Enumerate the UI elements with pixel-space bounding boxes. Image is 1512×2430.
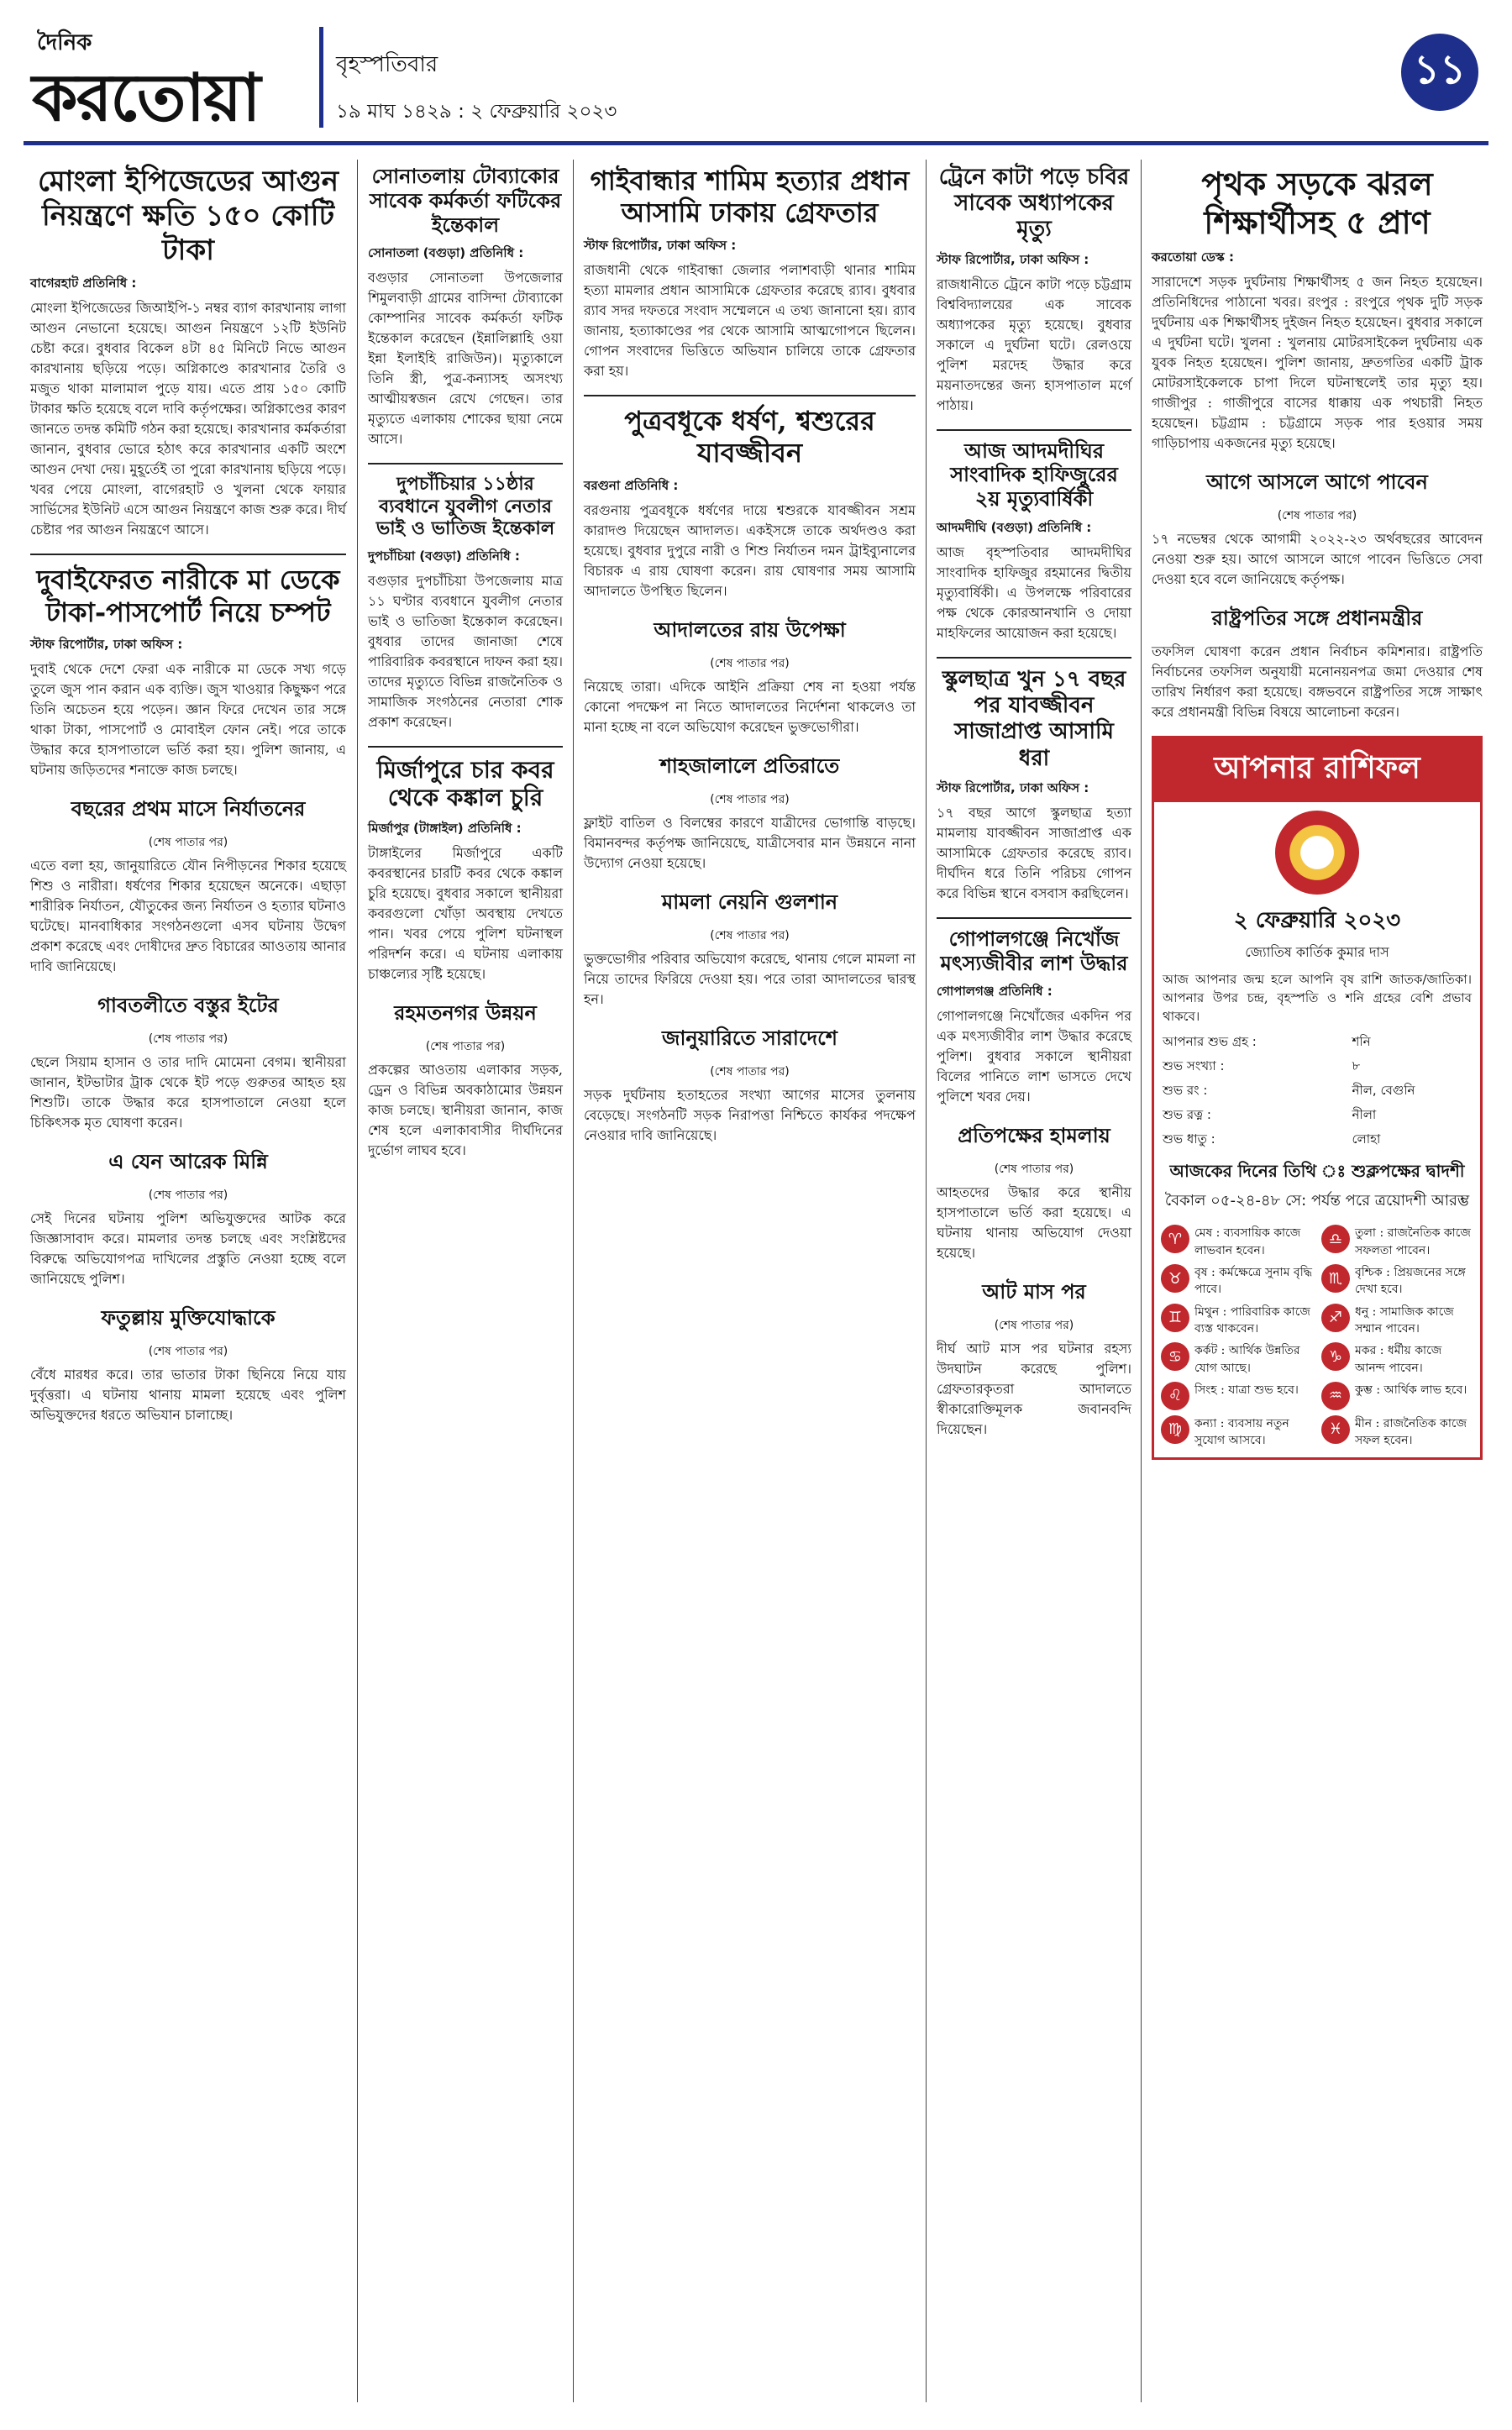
table-row [1154,1104,1480,1128]
zodiac-text: তুলা : রাজনৈতিক কাজে সফলতা পাবেন। [1355,1226,1471,1257]
headline: প্রতিপক্ষের হামলায় [958,1124,1110,1148]
zodiac-text: ধনু : সামাজিক কাজে সম্মান পাবেন। [1355,1304,1454,1336]
rule [937,917,1131,919]
zodiac-sign-icon: ♊ [1161,1304,1189,1332]
headline: বছরের প্রথম মাসে নির্যাতনের [71,797,306,821]
horoscope-date: ২ ফেব্রুয়ারি ২০২৩ [1233,908,1401,934]
article-body: রাজধানী থেকে গাইবান্ধা জেলার পলাশবাড়ী থানার শামিম হত্যা মামলার প্রধান আসামিকে গ্রেফতার করেছে র‌্যাব। বুধবার র‌্যাব সদর দফতরে সংবাদ সম্মেলনে এ তথ্য জানানো হয়। র‌্যাব জানায়, হত্যাকাণ্ডের পর থেকে আসামি আত্মগোপনে ছিলেন। গোপন সংবাদের ভিত্তিতে অভিযান চালিয়ে তাকে গ্রেফতার করা হয়। [584,261,916,379]
article-body: বগুড়ার সোনাতলা উপজেলার শিমুলবাড়ী গ্রামের বাসিন্দা টোব্যাকো কোম্পানির সাবেক কর্মকর্তা ফটিক ইন্তেকাল করেছেন (ইন্নালিল্লাহি ওয়া ইন্না ইলাইহি রাজিউন)। মৃত্যুকালে তিনি স্ত্রী, পুত্র-কন্যাসহ অসংখ্য আত্মীয়স্বজন রেখে গেছেন। তার মৃত্যুতে এলাকায় শোকের ছায়া নেমে আসে। [368,270,563,448]
headline: গোপালগঞ্জে নিখোঁজ মৎস্যজীবীর লাশ উদ্ধার [940,926,1128,975]
article-jump-rahmatnagar [368,998,563,1161]
issue-date: ১৯ মাঘ ১৪২৯ : ২ ফেব্রুয়ারি ২০২৩ [336,101,617,123]
table-row [1154,1031,1480,1055]
continued-note: (শেষ পাতার পর) [148,1345,228,1359]
zodiac-text: মকর : ধর্মীয় কাজে আনন্দ পাবেন। [1355,1344,1442,1375]
zodiac-text: বৃষ : কর্মক্ষেত্রে সুনাম বৃদ্ধি পাবে। [1194,1266,1312,1297]
masthead [24,18,1488,136]
continued-note: (শেষ পাতার পর) [710,1064,790,1079]
article-body: টাঙ্গাইলের মির্জাপুরে একটি কবরস্থানের চারটি কবর থেকে কঙ্কাল চুরি হয়েছে। বুধবার সকালে স্থানীয়রা কবরগুলো খোঁড়া অবস্থায় দেখতে পান। খবর পেয়ে পুলিশ ঘটনাস্থল পরিদর্শন করে। এ ঘটনায় এলাকায় চাঞ্চল্যের সৃষ্টি হয়েছে। [368,844,563,982]
headline: স্কুলছাত্র খুন ১৭ বছর পর যাবজ্জীবন সাজাপ্রাপ্ত আসামি ধরা [942,666,1126,771]
masthead-rule [24,141,1488,145]
article-dupchanchia-obituary [368,473,563,732]
zodiac-text: মীন : রাজনৈতিক কাজে সফল হবেন। [1355,1416,1467,1448]
table-cell-value: ৮ [1352,1058,1361,1074]
article-schoolboy-murder [937,667,1131,904]
byline: দুপচাঁচিয়া (বগুড়া) প্রতিনিধি : [368,548,520,564]
zodiac-sign-icon: ♈ [1161,1225,1189,1253]
byline: বাগেরহাট প্রতিনিধি : [30,276,137,291]
article-mirzapur-graves [368,756,563,984]
article-body: বগুড়ার দুপচাঁচিয়া উপজেলায় মাত্র ১১ ঘণ্টার ব্যবধানে যুবলীগ নেতার ভাই ও ভাতিজা ইন্তেকাল করেছেন। বুধবার তাদের জানাজা শেষে পারিবারিক কবরস্থানে দাফন করা হয়। তাদের মৃত্যুতে বিভিন্ন রাজনৈতিক ও সামাজিক সংগঠনের নেতারা শোক প্রকাশ করেছেন। [368,572,563,730]
continued-note: (শেষ পাতার পর) [1277,509,1357,523]
rule [937,657,1131,659]
table-cell-value: লোহা [1352,1131,1381,1147]
zodiac-text: কন্যা : ব্যবসায় নতুন সুযোগ আসবে। [1194,1416,1289,1448]
table-row [1154,1128,1480,1152]
logo-small-text: দৈনিক [37,30,92,55]
byline: মির্জাপুর (টাঙ্গাইল) প্রতিনিধি : [368,820,522,836]
table-cell-key: শুভ রত্ন : [1163,1107,1211,1123]
headline: আট মাস পর [982,1280,1086,1304]
zodiac-sign-icon: ♑ [1321,1342,1350,1371]
zodiac-text: বৃশ্চিক : প্রিয়জনের সঙ্গে দেখা হবে। [1355,1266,1466,1297]
table-cell-value: নীল, বেগুনি [1352,1083,1415,1099]
headline: জানুয়ারিতে সারাদেশে [661,1026,837,1050]
zodiac-sign-icon: ♐ [1321,1304,1350,1332]
article-body: সড়ক দুর্ঘটনায় হতাহতের সংখ্যা আগের মাসের তুলনায় বেড়েছে। সংগঠনটি সড়ক নিরাপত্তা নিশ্চিতে কার্যকর পদক্ষেপ নেওয়ার দাবি জানিয়েছে। [584,1086,916,1143]
zodiac-wheel-icon [1275,811,1359,895]
article-body: বরগুনায় পুত্রবধূকে ধর্ষণের দায়ে শ্বশুরকে যাবজ্জীবন সশ্রম কারাদণ্ড দিয়েছেন আদালত। একইসঙ্গে তাকে অর্থদণ্ডও করা হয়েছে। বুধবার দুপুরে নারী ও শিশু নির্যাতন দমন ট্রাইব্যুনালের বিচারক এ রায় ঘোষণা করেন। রায় ঘোষণার সময় আসামি আদালতে উপস্থিত ছিলেন। [584,501,916,599]
zodiac-text: মেষ : ব্যবসায়িক কাজে লাভবান হবেন। [1194,1226,1301,1257]
article-adamdighi-anniversary [937,439,1131,643]
article-barguna-verdict [584,405,916,601]
zodiac-item [1321,1225,1473,1259]
continued-note: (শেষ পাতার পর) [710,656,790,670]
article-body: ফ্লাইট বাতিল ও বিলম্বের কারণে যাত্রীদের ভোগান্তি বাড়ছে। বিমানবন্দর কর্তৃপক্ষ জানিয়েছে, যাত্রীসেবার মান উন্নয়নে নানা উদ্যোগ নেওয়া হয়েছে। [584,814,916,871]
byline: গোপালগঞ্জ প্রতিনিধি : [937,984,1053,1000]
article-sonatola-obituary [368,165,563,449]
zodiac-item [1321,1304,1473,1338]
continued-note: (শেষ পাতার পর) [994,1163,1074,1177]
zodiac-item [1321,1342,1473,1377]
headline: সোনাতলায় টোব্যাকোর সাবেক কর্মকর্তা ফটিকের ইন্তেকাল [369,164,562,237]
headline: শাহজালালে প্রতিরাতে [659,753,840,778]
horoscope-box [1152,736,1483,1460]
article-body: মোংলা ইপিজেডের জিআইপি-১ নম্বর ব্যাগ কারখানায় লাগা আগুন নেভানো হয়েছে। আগুন নিয়ন্ত্রণে ১২টি ইউনিট চেষ্টা করে। বুধবার বিকেল ৪টা ৪৫ মিনিটে নিভে আগুন কারখানায় ছড়িয়ে পড়ে। অগ্নিকাণ্ডে কারখানার তৈরি ও মজুত থাকা মালামাল পুড়ে যায়। এতে প্রায় ১৫০ কোটি টাকার ক্ষতি হয়েছে বলে দাবি কর্তৃপক্ষের। অগ্নিকাণ্ডের কারণ জানতে তদন্ত কমিটি গঠন করা হয়েছে। কারখানার কর্মকর্তারা জানান, বুধবার ভোরে হঠাৎ করে কারখানার একটি অংশে আগুন দেখা দেয়। মুহূর্তেই তা পুরো কারখানায় ছড়িয়ে পড়ে। খবর পেয়ে মোংলা, বাগেরহাট ও খুলনা থেকে ফায়ার সার্ভিসের ইউনিট এসে আগুন নিয়ন্ত্রণে কাজ শুরু করে। দীর্ঘ চেষ্টার পর আগুন নিয়ন্ত্রণে আসে। [30,300,346,538]
column-3 [584,160,916,1159]
headline: পৃথক সড়কে ঝরল শিক্ষার্থীসহ ৫ প্রাণ [1201,165,1433,241]
issue-day: বৃহস্পতিবার [336,52,438,77]
column-divider [357,160,358,2402]
headline: গাবতলীতে বস্তুর ইটের [97,994,279,1018]
zodiac-text: মিথুন : পারিবারিক কাজে ব্যস্ত থাকবেন। [1194,1304,1310,1336]
newspaper-logo [32,25,309,136]
zodiac-item [1161,1304,1313,1338]
zodiac-item [1161,1264,1313,1299]
article-body: নিয়েছে তারা। এদিকে আইনি প্রক্রিয়া শেষ না হওয়া পর্যন্ত কোনো পদক্ষেপ না নিতে আদালতের নির্দেশনা থাকলেও তা মানা হচ্ছে না বলে অভিযোগ করেছেন ভুক্তভোগীরা। [584,678,916,735]
article-jump-gulshan [584,887,916,1010]
headline: ফতুল্লায় মুক্তিযোদ্ধাকে [101,1306,276,1330]
headline: আগে আসলে আগে পাবেন [1206,470,1428,495]
table-cell-key: শুভ ধাতু : [1163,1131,1215,1147]
byline: আদমদীঘি (বগুড়া) প্রতিনিধি : [937,519,1092,535]
zodiac-sign-icon: ♍ [1161,1415,1189,1444]
column-5 [1152,160,1483,1460]
zodiac-sign-icon: ♎ [1321,1225,1350,1253]
zodiac-signs [1154,1221,1480,1457]
article-body: ভুক্তভোগীর পরিবার অভিযোগ করেছে, থানায় গেলে মামলা না নিয়ে তাদের ফিরিয়ে দেওয়া হয়। পরে তারা আদালতের দ্বারস্থ হন। [584,950,916,1007]
article-dubai-returnee [30,564,346,780]
article-train-accident [937,165,1131,416]
zodiac-text: কর্কট : আর্থিক উন্নতির যোগ আছে। [1194,1344,1300,1375]
table-cell-key: শুভ সংখ্যা : [1163,1058,1225,1074]
horoscope-author: জ্যোতিষ কার্তিক কুমার দাস [1245,944,1389,961]
article-jump-abuse [30,794,346,977]
column-divider [1141,160,1142,2402]
article-body: আজ বৃহস্পতিবার আদমদীঘির সাংবাদিক হাফিজুর রহমানের দ্বিতীয় মৃত্যুবার্ষিকী। এ উপলক্ষে পরিবারের পক্ষ থেকে কোরআনখানি ও দোয়া মাহফিলের আয়োজন করা হয়েছে। [937,543,1131,641]
headline: আজ আদমদীঘির সাংবাদিক হাফিজুরের ২য় মৃত্যুবার্ষিকী [950,438,1118,512]
horoscope-title: আপনার রাশিফল [1154,738,1480,802]
article-jump-attack [937,1121,1131,1263]
zodiac-sign-icon: ♓ [1321,1415,1350,1444]
page-number-badge: ১১ [1401,34,1478,111]
article-jump-fatullah [30,1303,346,1425]
column-divider [926,160,927,2402]
article-body: ১৭ নভেম্বর থেকে আগামী ২০২২-২৩ অর্থবছরের আবেদন নেওয়া শুরু হয়। আগে আসলে আগে পাবেন ভিত্তিতে সেবা দেওয়া হবে বলে জানিয়েছে কর্তৃপক্ষ। [1152,531,1483,588]
zodiac-sign-icon: ♌ [1161,1382,1189,1410]
article-body: সেই দিনের ঘটনায় পুলিশ অভিযুক্তদের আটক করে জিজ্ঞাসাবাদ করে। মামলার তদন্ত চলছে এবং সংশ্লিষ্টদের বিরুদ্ধে অভিযোগপত্র দাখিলের প্রস্তুতি নেওয়া হচ্ছে বলে জানিয়েছে পুলিশ। [30,1210,346,1288]
continued-note: (শেষ পাতার পর) [710,928,790,942]
continued-note: (শেষ পাতার পর) [148,1189,228,1203]
article-gopalganj-body [937,927,1131,1108]
byline: স্টাফ রিপোর্টার, ঢাকা অফিস : [30,637,183,653]
headline: গাইবান্ধার শামিম হত্যার প্রধান আসামি ঢাকায় গ্রেফতার [590,165,910,229]
article-jump-eight-months [937,1277,1131,1440]
article-body: দুবাই থেকে দেশে ফেরা এক নারীকে মা ডেকে সখ্য গড়ে তুলে জুস পান করান এক ব্যক্তি। জুস খাওয়ার কিছুক্ষণ পরে তিনি অচেতন হয়ে পড়েন। জ্ঞান ফিরে দেখেন তার সঙ্গে থাকা টাকা, পাসপোর্ট ও মোবাইল ফোন নেই। পরে তাকে উদ্ধার করে হাসপাতালে ভর্তি করা হয়। পুলিশ জানায়, এ ঘটনায় জড়িতদের শনাক্তে কাজ চলছে। [30,661,346,779]
zodiac-sign-icon: ♉ [1161,1264,1189,1293]
continued-note: (শেষ পাতার পর) [425,1039,506,1053]
article-body: তফসিল ঘোষণা করেন প্রধান নির্বাচন কমিশনার। রাষ্ট্রপতি নির্বাচনের তফসিল অনুযায়ী মনোনয়নপত্র জমা দেওয়ার শেষ তারিখ নির্ধারণ করা হয়েছে। বঙ্গভবনে রাষ্ট্রপতির সঙ্গে সাক্ষাৎ করে প্রধানমন্ত্রী বিভিন্ন বিষয়ে আলোচনা করেন। [1152,643,1483,721]
column-2 [368,160,563,1174]
article-body: দীর্ঘ আট মাস পর ঘটনার রহস্য উদঘাটন করেছে পুলিশ। গ্রেফতারকৃতরা আদালতে স্বীকারোক্তিমূলক জবানবন্দি দিয়েছেন। [937,1341,1131,1438]
headline: দুবাইফেরত নারীকে মা ডেকে টাকা-পাসপোর্ট নিয়ে চম্পট [36,564,340,628]
headline: রহমতনগর উন্নয়ন [394,1000,537,1025]
rule [30,554,346,555]
byline: স্টাফ রিপোর্টার, ঢাকা অফিস : [937,779,1089,795]
headline: পুত্রবধূকে ধর্ষণ, শ্বশুরের যাবজ্জীবন [624,404,875,470]
zodiac-sign-icon: ♒ [1321,1382,1350,1410]
byline: বরগুনা প্রতিনিধি : [584,477,679,493]
headline: এ যেন আরেক মিন্নি [108,1150,268,1174]
horoscope-tithi: আজকের দিনের তিথি ঃ শুক্লপক্ষের দ্বাদশী [1169,1161,1465,1182]
horoscope-time: বৈকাল ০৫-২৪-৪৮ সে: পর্যন্ত পরে ত্রয়োদশী আরম্ভ [1164,1192,1470,1210]
byline: স্টাফ রিপোর্টার, ঢাকা অফিস : [937,251,1089,267]
article-body: আহতদের উদ্ধার করে স্থানীয় হাসপাতালে ভর্তি করা হয়েছে। এ ঘটনায় থানায় অভিযোগ দেওয়া হয়েছে। [937,1184,1131,1262]
logo-title: করতোয়া [32,60,260,136]
article-body: এতে বলা হয়, জানুয়ারিতে যৌন নিপীড়নের শিকার হয়েছে শিশু ও নারীরা। ধর্ষণের শিকার হয়েছেন অনেকে। এছাড়া শারীরিক নির্যাতন, যৌতুকের জন্য নির্যাতন ও হত্যার ঘটনাও ঘটেছে। মানবাধিকার সংগঠনগুলো এসব ঘটনায় উদ্বেগ প্রকাশ করেছে এবং দোষীদের দ্রুত বিচারের আওতায় আনার দাবি জানিয়েছে। [30,858,346,975]
article-jump-january [584,1023,916,1146]
zodiac-text: সিংহ : যাত্রা শুভ হবে। [1194,1383,1299,1397]
article-body: প্রকল্পের আওতায় এলাকার সড়ক, ড্রেন ও বিভিন্ন অবকাঠামোর উন্নয়ন কাজ চলছে। স্থানীয়রা জানান, কাজ শেষ হলে এলাকাবাসীর দীর্ঘদিনের দুর্ভোগ লাঘব হবে। [368,1061,563,1158]
continued-note: (শেষ পাতার পর) [994,1319,1074,1333]
table-cell-key: আপনার শুভ গ্রহ : [1163,1034,1257,1050]
continued-note: (শেষ পাতার পর) [710,792,790,806]
article-jump-gabtoli [30,990,346,1133]
article-body: গোপালগঞ্জে নিখোঁজের একদিন পর এক মৎস্যজীবীর লাশ উদ্ধার করেছে পুলিশ। বুধবার সকালে স্থানীয়রা বিলের পানিতে লাশ ভাসতে দেখে পুলিশে খবর দেয়। [937,1008,1131,1105]
article-jump-shahjalal [584,751,916,874]
byline: সোনাতলা (বগুড়া) প্রতিনিধি : [368,245,524,261]
masthead-divider [319,27,323,128]
table-row [1154,1055,1480,1079]
headline: রাষ্ট্রপতির সঙ্গে প্রধানমন্ত্রীর [1211,606,1423,631]
table-cell-key: শুভ রং : [1163,1083,1208,1099]
zodiac-sign-icon: ♋ [1161,1342,1189,1371]
article-body: রাজধানীতে ট্রেনে কাটা পড়ে চট্টগ্রাম বিশ্ববিদ্যালয়ের এক সাবেক অধ্যাপকের মৃত্যু হয়েছে। বুধবার সকালে এ দুর্ঘটনা ঘটে। রেলওয়ে পুলিশ মরদেহ উদ্ধার করে ময়নাতদন্তের জন্য হাসপাতাল মর্গে পাঠায়। [937,276,1131,413]
rule [368,463,563,464]
headline: আদালতের রায় উপেক্ষা [654,617,846,642]
column-divider [573,160,574,2402]
rule [937,429,1131,431]
zodiac-item [1161,1225,1313,1259]
byline: করতোয়া ডেস্ক : [1152,249,1234,265]
column-1 [30,160,346,1439]
zodiac-item [1321,1415,1473,1450]
headline: দুপচাঁচিয়ার ১১ষ্ঠার ব্যবধানে যুবলীগ নেতার ভাই ও ভাতিজ ইন্তেকাল [375,473,555,540]
article-body: সারাদেশে সড়ক দুর্ঘটনায় শিক্ষার্থীসহ ৫ জন নিহত হয়েছেন। প্রতিনিধিদের পাঠানো খবর। রংপুর : রংপুরে পৃথক দুটি সড়ক দুর্ঘটনায় এক শিক্ষার্থীসহ দুইজন নিহত হয়েছেন। বুধবার সকালে এ দুর্ঘটনা ঘটে। খুলনা : খুলনায় মোটরসাইকেল দুর্ঘটনায় এক যুবক নিহত হয়েছেন। পুলিশ জানায়, দ্রুতগতির একটি ট্রাক মোটরসাইকেলকে চাপা দিলে ঘটনাস্থলেই তার মৃত্যু হয়। গাজীপুর : গাজীপুরে বাসের ধাক্কায় এক পথচারী নিহত হয়েছেন। চট্টগ্রাম : চট্টগ্রামে সড়ক পার হওয়ার সময় গাড়িচাপায় একজনের মৃত্যু হয়েছে। [1152,274,1483,452]
headline: মোংলা ইপিজেডের আগুন নিয়ন্ত্রণে ক্ষতি ১৫০ কোটি টাকা [37,165,339,267]
zodiac-item [1161,1415,1313,1450]
article-road-accidents [1152,165,1483,454]
table-row [1154,1079,1480,1104]
continued-note: (শেষ পাতার পর) [148,1032,228,1047]
article-body: বেঁধে মারধর করে। তার ভাতার টাকা ছিনিয়ে নিয়ে যায় দুর্বৃত্তরা। এ ঘটনায় থানায় মামলা হয়েছে এবং পুলিশ অভিযুক্তদের ধরতে অভিযান চালাচ্ছে। [30,1367,346,1424]
zodiac-text: কুম্ভ : আর্থিক লাভ হবে। [1355,1383,1467,1397]
horoscope-lucky-table [1154,1031,1480,1152]
zodiac-sign-icon: ♏ [1321,1264,1350,1293]
continued-note: (শেষ পাতার পর) [148,836,228,850]
byline: স্টাফ রিপোর্টার, ঢাকা অফিস : [584,237,737,253]
zodiac-item [1161,1382,1313,1410]
headline: মির্জাপুরে চার কবর থেকে কঙ্কাল চুরি [376,755,554,812]
article-president-pm [1152,603,1483,722]
zodiac-item [1161,1342,1313,1377]
headline: মামলা নেয়নি গুলশান [661,890,838,914]
article-body: ছেলে সিয়াম হাসান ও তার দাদি মোমেনা বেগম। স্থানীয়রা জানান, ইটভাটার ট্রাক থেকে ইট পড়ে গুরুতর আহত হয় শিশুটি। তাকে উদ্ধার করে হাসপাতালে নেওয়া হলে চিকিৎসক মৃত ঘোষণা করেন। [30,1054,346,1131]
article-body: ১৭ বছর আগে স্কুলছাত্র হত্যা মামলায় যাবজ্জীবন সাজাপ্রাপ্ত এক আসামিকে গ্রেফতার করেছে র‌্যাব। দীর্ঘদিন ধরে তিনি পরিচয় গোপন করে বিভিন্ন স্থানে বসবাস করছিলেন। [937,804,1131,901]
article-gaibandha-murder [584,165,916,381]
horoscope-intro: আজ আপনার জন্ম হলে আপনি বৃষ রাশি জাতক/জাতিকা। আপনার উপর চন্দ্র, বৃহস্পতি ও শনি গ্রহের বেশি প্রভাব থাকবে। [1163,972,1472,1024]
article-mongla-fire [30,165,346,540]
zodiac-item [1321,1382,1473,1410]
column-4 [937,160,1131,1453]
headline: ট্রেনে কাটা পড়ে চবির সাবেক অধ্যাপকের মৃত্যু [938,165,1130,243]
article-jump-minni [30,1147,346,1289]
rule [368,746,563,748]
rule [584,395,916,396]
table-cell-value: নীলা [1352,1107,1377,1123]
zodiac-item [1321,1264,1473,1299]
table-cell-value: শনি [1352,1034,1371,1050]
article-jump-first-come [1152,467,1483,590]
article-jump-court [584,615,916,737]
